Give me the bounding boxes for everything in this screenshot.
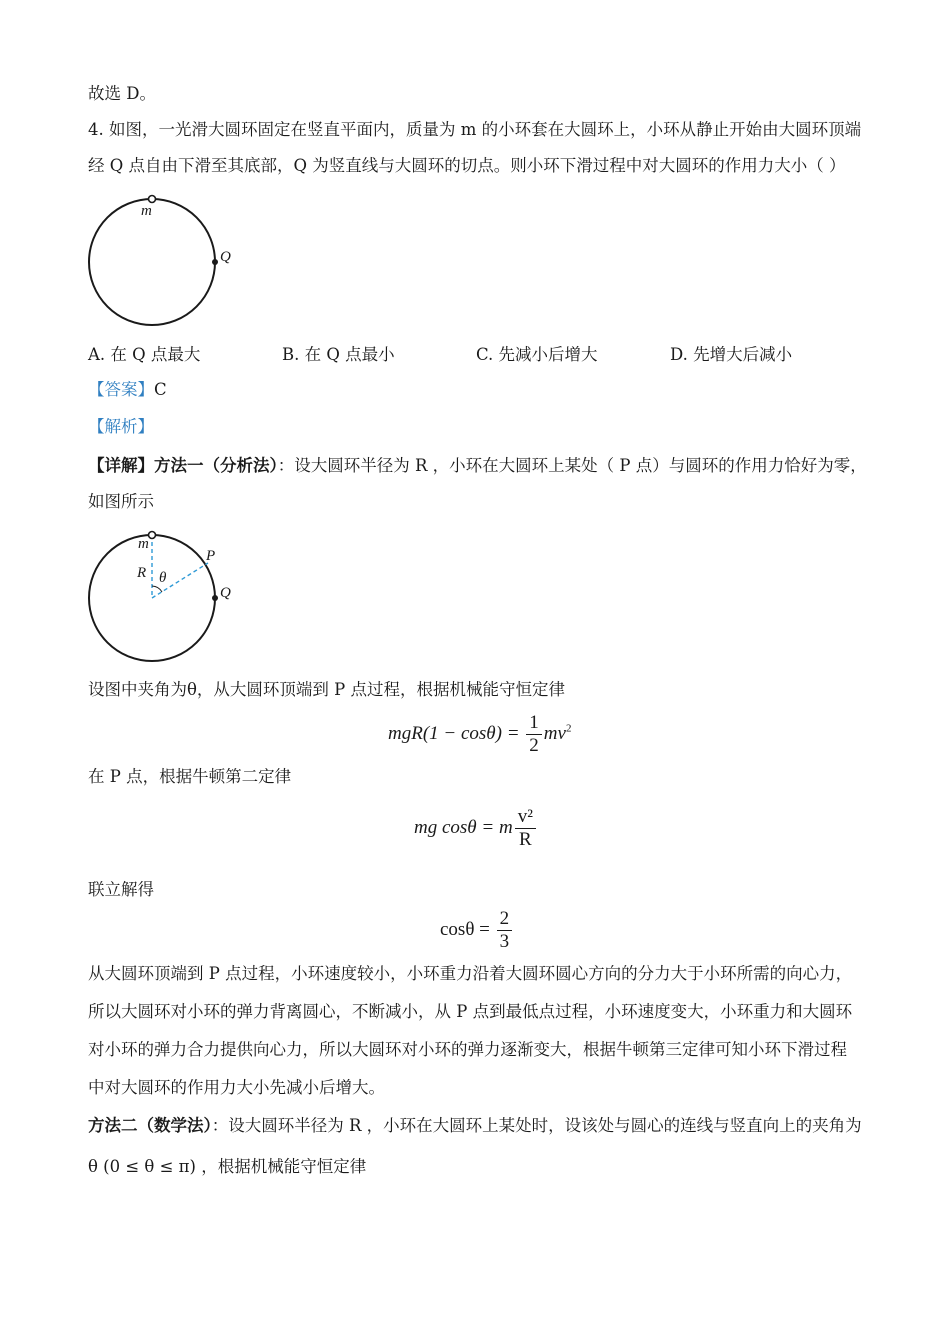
- analysis-tag: 【解析】: [88, 417, 154, 436]
- small-ring-m: [149, 196, 156, 203]
- method2-line-1-text: ：设大圆环半径为 R ，小环在大圆环上某处时，设该处与圆心的连线与竖直向上的夹角为: [211, 1116, 862, 1135]
- detail-line-1: [88, 454, 867, 478]
- label-P: P: [206, 548, 216, 564]
- question-text-line-2: 经 Q 点自由下滑至其底部，Q 为竖直线与大圆环的切点。则小环下滑过程中对大圆环的作用力大小（ ）: [88, 156, 846, 175]
- explanation-line-2: 所以大圆环对小环的弹力背离圆心，不断减小，从 P 点到最低点过程，小环速度变大，小环重力和大圆环: [88, 1002, 853, 1021]
- eq2-numerator: v²: [515, 806, 536, 829]
- eq3-left: cosθ =: [440, 918, 495, 940]
- option-d: D. 先增大后减小: [670, 345, 793, 364]
- ring-figure-1: [80, 190, 260, 332]
- equation-newton: [414, 806, 538, 851]
- label-Q: Q: [220, 249, 231, 265]
- method1-title: 方法一（分析法）: [154, 456, 278, 475]
- detail-tag: 【详解】: [88, 456, 154, 475]
- explanation-line-3: 对小环的弹力合力提供向心力，所以大圆环对小环的弹力逐渐变大，根据牛顿第三定律可知小环下滑过程: [88, 1040, 847, 1059]
- eq3-denominator: 3: [499, 931, 510, 952]
- explanation-line-4: 中对大圆环的作用力大小先减小后增大。: [88, 1078, 385, 1097]
- equation-energy: [388, 712, 571, 757]
- eq1-left: mgR(1 − cosθ) =: [388, 722, 525, 744]
- eq1-right: mv: [543, 722, 566, 744]
- small-ring-m: [149, 532, 156, 539]
- answer-line: [88, 378, 167, 402]
- eq3-fraction: [497, 908, 513, 953]
- answer-tag: 【答案】: [88, 380, 154, 399]
- label-m: m: [138, 536, 149, 552]
- label-Q: Q: [220, 585, 231, 601]
- question-text-line-1: 4. 如图，一光滑大圆环固定在竖直平面内，质量为 m 的小环套在大圆环上，小环从静止开始由大圆环顶端: [88, 120, 862, 139]
- method2-line-1: [88, 1114, 862, 1138]
- point-Q: [212, 259, 218, 265]
- solve-text: 联立解得: [88, 880, 154, 899]
- explanation-line-1: 从大圆环顶端到 P 点过程，小环速度较小，小环重力沿着大圆环圆心方向的分力大于小环所需的向心力，: [88, 964, 853, 983]
- detail-line-2: 如图所示: [88, 492, 154, 511]
- eq2-denominator: R: [518, 829, 532, 850]
- eq1-denominator: 2: [529, 735, 539, 756]
- large-ring: [89, 199, 215, 325]
- method2-title: 方法二（数学法）: [88, 1116, 212, 1135]
- eq1-power: 2: [565, 722, 572, 735]
- ring-figure-2: [80, 526, 260, 668]
- newton-text: 在 P 点，根据牛顿第二定律: [88, 767, 292, 786]
- label-m: m: [141, 203, 152, 219]
- method2-line-2: θ (0 ≤ θ ≤ π) ，根据机械能守恒定律: [88, 1157, 367, 1176]
- option-c: C. 先减小后增大: [476, 345, 598, 364]
- eq3-numerator: 2: [497, 908, 513, 931]
- eq2-fraction: [515, 806, 536, 851]
- eq1-numerator: 1: [526, 712, 542, 735]
- eq1-fraction: [526, 712, 542, 757]
- answer-value: C: [154, 380, 167, 399]
- option-b: B. 在 Q 点最小: [282, 345, 395, 364]
- label-theta: θ: [159, 570, 167, 586]
- energy-text: 设图中夹角为θ，从大圆环顶端到 P 点过程，根据机械能守恒定律: [88, 680, 566, 699]
- point-Q: [212, 595, 218, 601]
- detail-line-1-text: ：设大圆环半径为 R ，小环在大圆环上某处（ P 点）与圆环的作用力恰好为零，: [277, 456, 867, 475]
- eq2-left: mg cosθ = m: [414, 816, 513, 838]
- angle-arc: [152, 586, 162, 592]
- equation-result: [440, 908, 514, 953]
- label-R: R: [137, 565, 147, 581]
- option-a: A. 在 Q 点最大: [88, 345, 201, 364]
- previous-answer-line: 故选 D。: [88, 84, 156, 103]
